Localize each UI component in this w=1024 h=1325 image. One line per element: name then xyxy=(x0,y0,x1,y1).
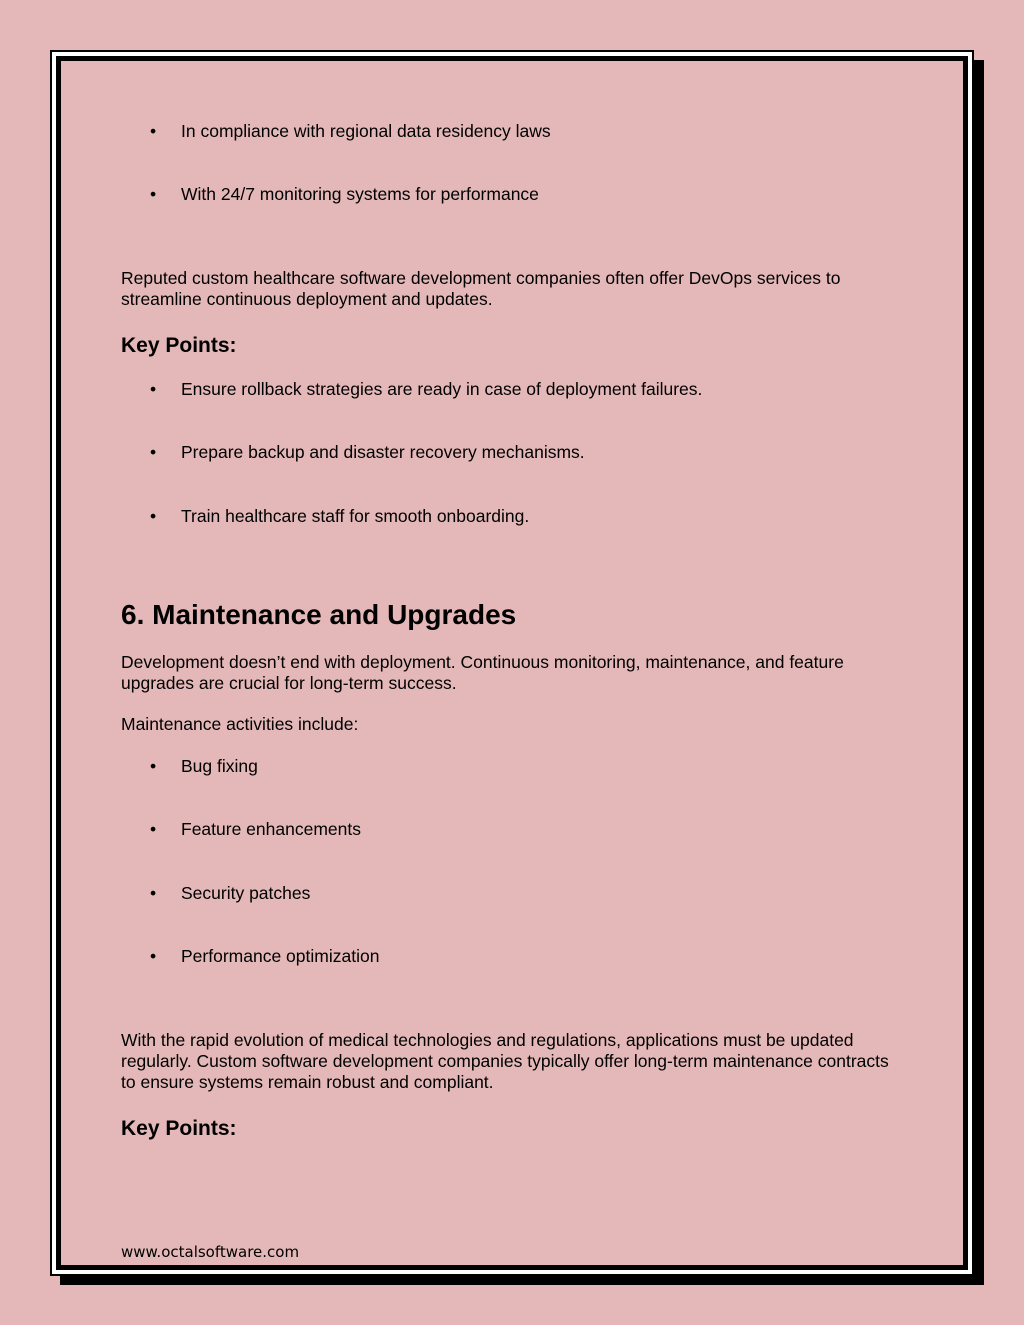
key-points-heading: Key Points: xyxy=(121,334,237,357)
bullet-glyph: • xyxy=(150,184,157,204)
list-item-text: Ensure rollback strategies are ready in case of deployment failures. xyxy=(181,379,703,399)
list-item-text: Train healthcare staff for smooth onboarding. xyxy=(181,506,530,526)
bullet-glyph: • xyxy=(150,121,157,141)
bullet-glyph: • xyxy=(150,506,157,526)
list-item-text: With 24/7 monitoring systems for performance xyxy=(181,184,539,204)
section-heading: 6. Maintenance and Upgrades xyxy=(121,599,517,630)
list-item-text: Performance optimization xyxy=(181,946,380,966)
list-item-text: Feature enhancements xyxy=(181,819,361,839)
key-points-heading: Key Points: xyxy=(121,1117,237,1140)
bullet-glyph: • xyxy=(150,379,157,399)
bullet-glyph: • xyxy=(150,819,157,839)
bullet-glyph: • xyxy=(150,883,157,903)
paragraph-devops: Reputed custom healthcare software development companies often offer DevOps services to streamline continuous deployment and updates. xyxy=(121,268,841,309)
paragraph-intro: Development doesn’t end with deployment. Continuous monitoring, maintenance, and feature upgrades are crucial for long-term success. xyxy=(121,652,844,693)
list-item-text: Bug fixing xyxy=(181,756,258,776)
paragraph-closing: With the rapid evolution of medical technologies and regulations, applications must be updated regularly. Custom software development companies typically offer long-term maintenance contracts to ensure systems remain robust and compliant. xyxy=(121,1030,889,1092)
list-item-text: Prepare backup and disaster recovery mechanisms. xyxy=(181,442,585,462)
footer-website-link[interactable]: www.octalsoftware.com xyxy=(121,1243,300,1261)
activities-label: Maintenance activities include: xyxy=(121,714,359,734)
bullet-glyph: • xyxy=(150,756,157,776)
list-item-text: In compliance with regional data residency laws xyxy=(181,121,551,141)
list-item-text: Security patches xyxy=(181,883,311,903)
bullet-glyph: • xyxy=(150,946,157,966)
bullet-glyph: • xyxy=(150,442,157,462)
